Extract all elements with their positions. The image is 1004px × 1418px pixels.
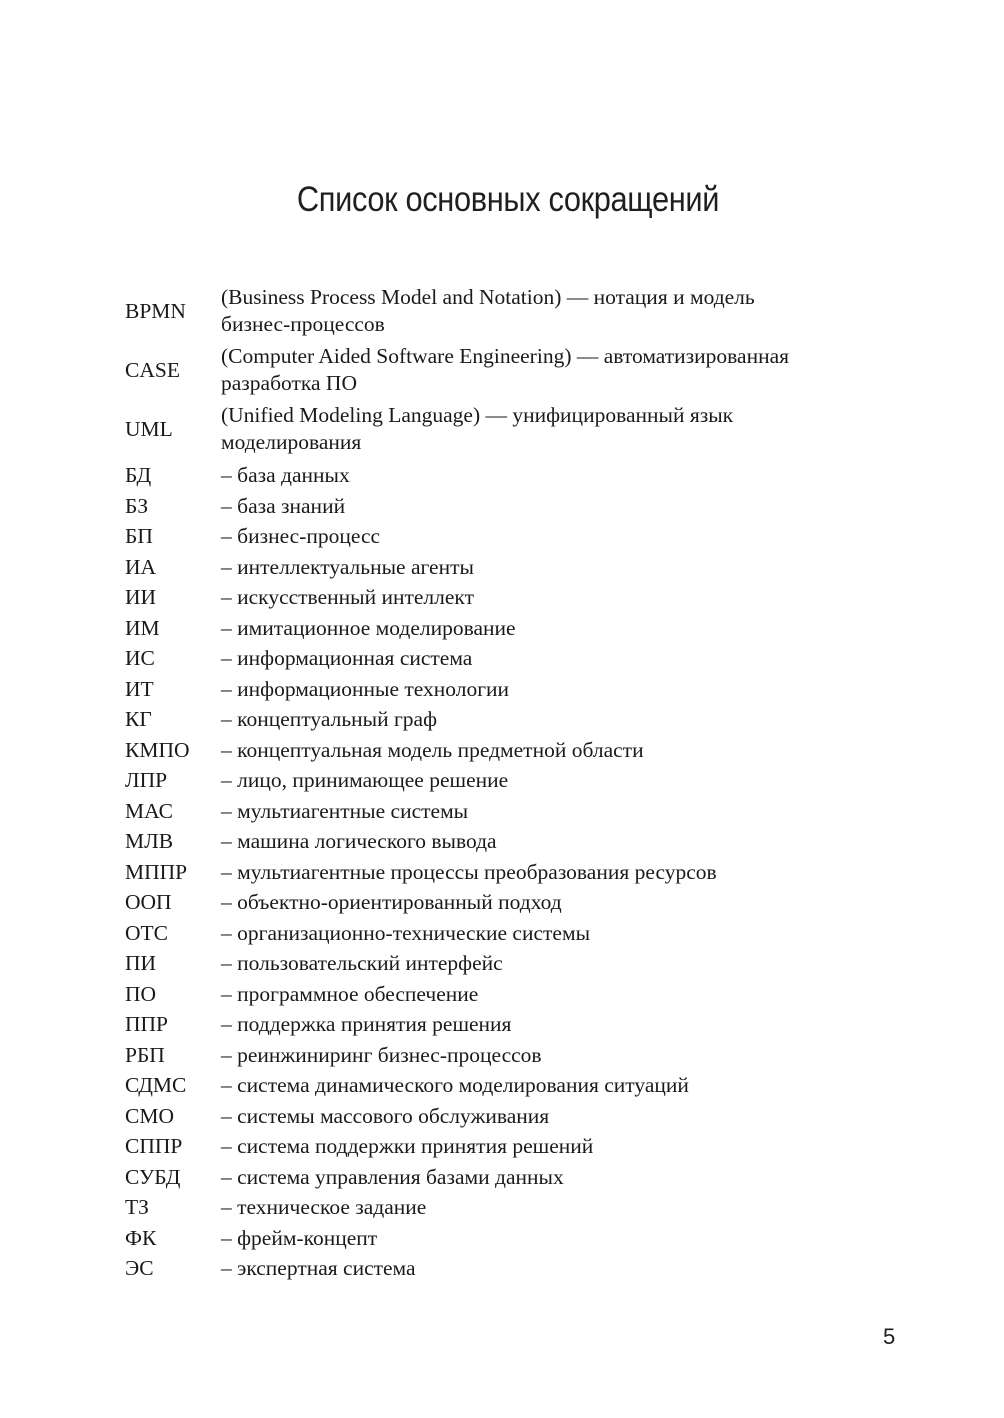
abbreviation-definition: [221, 918, 885, 949]
abbreviation-row: [125, 674, 885, 705]
abbreviation-term: СМО: [125, 1103, 174, 1128]
abbreviation-definition: [221, 1192, 885, 1223]
abbreviation-row: [125, 1101, 885, 1132]
abbreviation-definition: [221, 765, 885, 796]
abbreviation-definition: [221, 796, 885, 827]
abbreviation-definition: [221, 826, 885, 857]
definition-line: (Unified Modeling Language) — унифицированный язык: [221, 403, 734, 427]
abbreviation-definition: [221, 735, 885, 766]
abbreviation-definition: [221, 1253, 885, 1284]
definition-line: – информационная система: [221, 646, 473, 670]
abbreviation-list: [125, 283, 885, 1284]
abbreviation-row: [125, 1253, 885, 1284]
page-title: Список основных сокращений: [296, 180, 720, 219]
abbreviation-term: ФК: [125, 1225, 157, 1250]
definition-line: – мультиагентные системы: [221, 798, 469, 823]
definition-line: – поддержка принятия решения: [221, 1012, 512, 1036]
abbreviation-row: [125, 460, 885, 491]
abbreviation-term: ПО: [125, 981, 157, 1006]
abbreviation-definition: [221, 979, 885, 1010]
definition-line: бизнес-процессов: [221, 312, 385, 336]
abbreviation-term: ЭС: [125, 1256, 154, 1280]
abbreviation-definition: [221, 460, 885, 491]
definition-line: – концептуальная модель предметной области: [221, 737, 644, 762]
definition-line: – система динамического моделирования ситуаций: [221, 1073, 689, 1097]
abbreviation-term: МППР: [125, 859, 188, 884]
abbreviation-term: БД: [125, 463, 152, 487]
abbreviation-term: СУБД: [125, 1164, 181, 1189]
abbreviation-term: ИС: [125, 646, 155, 670]
definition-line: – концептуальный граф: [221, 707, 438, 731]
abbreviation-definition: [221, 552, 885, 583]
definition-line: – объектно-ориентированный подход: [221, 890, 562, 914]
definition-line: – организационно-технические системы: [221, 920, 591, 945]
abbreviation-definition: [221, 582, 885, 613]
definition-line: моделирования: [221, 430, 362, 454]
definition-line: разработка ПО: [221, 371, 357, 395]
abbreviation-definition: [221, 643, 885, 674]
definition-line: – реинжиниринг бизнес-процессов: [221, 1042, 542, 1067]
abbreviation-term: UML: [125, 416, 173, 441]
abbreviation-term: CASE: [125, 357, 180, 382]
abbreviation-row: [125, 521, 885, 552]
definition-line: – система поддержки принятия решений: [221, 1134, 594, 1158]
abbreviation-term: ЛПР: [125, 768, 168, 792]
abbreviation-row: [125, 1131, 885, 1162]
abbreviation-row: [125, 552, 885, 583]
abbreviation-term: ППР: [125, 1012, 169, 1036]
abbreviation-definition: [221, 1162, 885, 1193]
abbreviation-definition: [221, 1070, 885, 1101]
abbreviation-definition: [221, 343, 885, 397]
abbreviation-row: [125, 704, 885, 735]
abbreviation-row: [125, 1192, 885, 1223]
page-number: 5: [883, 1324, 896, 1349]
abbreviation-definition: [221, 857, 885, 888]
abbreviation-term: БП: [125, 524, 153, 548]
abbreviation-definition: [221, 704, 885, 735]
abbreviation-row: [125, 582, 885, 613]
definition-line: – машина логического вывода: [221, 829, 497, 853]
definition-line: (Computer Aided Software Engineering) — автоматизированная: [221, 344, 790, 368]
abbreviation-row: [125, 283, 885, 342]
definition-line: – база знаний: [221, 493, 346, 518]
definition-line: – экспертная система: [221, 1256, 416, 1280]
abbreviation-term: ИИ: [125, 585, 157, 609]
definition-line: – информационные технологии: [221, 676, 510, 701]
abbreviation-row: [125, 826, 885, 857]
abbreviation-term: СДМС: [125, 1073, 187, 1097]
abbreviation-definition: [221, 1223, 885, 1254]
abbreviation-term: ООП: [125, 890, 172, 914]
abbreviation-definition: [221, 887, 885, 918]
abbreviation-term: ТЗ: [125, 1195, 149, 1219]
abbreviation-term: КМПО: [125, 737, 190, 762]
abbreviation-row: [125, 1223, 885, 1254]
definition-line: – искусственный интеллект: [221, 585, 474, 609]
abbreviation-row: [125, 796, 885, 827]
abbreviation-definition: [221, 948, 885, 979]
abbreviation-row: [125, 613, 885, 644]
definition-line: – фрейм-концепт: [221, 1225, 378, 1250]
abbreviation-row: [125, 342, 885, 401]
definition-line: – программное обеспечение: [221, 981, 479, 1006]
definition-line: – мультиагентные процессы преобразования ресурсов: [221, 859, 717, 884]
abbreviation-definition: [221, 1040, 885, 1071]
abbreviation-row: [125, 918, 885, 949]
abbreviation-term: ИМ: [125, 615, 160, 640]
abbreviation-term: КГ: [125, 707, 152, 731]
abbreviation-definition: [221, 521, 885, 552]
abbreviation-row: [125, 1009, 885, 1040]
definition-line: – лицо, принимающее решение: [221, 768, 509, 792]
abbreviation-definition: [221, 1131, 885, 1162]
abbreviation-row: [125, 857, 885, 888]
abbreviation-row: [125, 1162, 885, 1193]
definition-line: – интеллектуальные агенты: [221, 554, 474, 579]
abbreviation-definition: [221, 491, 885, 522]
abbreviation-row: [125, 887, 885, 918]
definition-line: – техническое задание: [221, 1195, 427, 1219]
abbreviation-definition: [221, 674, 885, 705]
abbreviation-term: ИТ: [125, 676, 154, 701]
abbreviation-term: БЗ: [125, 493, 149, 518]
abbreviation-term: ИА: [125, 554, 157, 579]
abbreviation-row: [125, 948, 885, 979]
abbreviation-row: [125, 1070, 885, 1101]
abbreviation-term: ПИ: [125, 951, 157, 975]
abbreviation-row: [125, 765, 885, 796]
abbreviation-row: [125, 401, 885, 460]
definition-line: – бизнес-процесс: [221, 524, 381, 548]
definition-line: – база данных: [221, 463, 350, 487]
definition-line: – пользовательский интерфейс: [221, 951, 503, 975]
abbreviation-row: [125, 491, 885, 522]
abbreviation-term: ОТС: [125, 920, 168, 945]
definition-line: – система управления базами данных: [221, 1164, 564, 1189]
definition-line: (Business Process Model and Notation) — нотация и модель: [221, 285, 755, 309]
abbreviation-term: BPMN: [125, 298, 186, 323]
abbreviation-definition: [221, 613, 885, 644]
abbreviation-definition: [221, 1009, 885, 1040]
abbreviation-definition: [221, 284, 885, 338]
abbreviation-definition: [221, 1101, 885, 1132]
abbreviation-row: [125, 735, 885, 766]
abbreviation-definition: [221, 402, 885, 456]
abbreviation-row: [125, 1040, 885, 1071]
abbreviation-row: [125, 979, 885, 1010]
abbreviation-term: МАС: [125, 798, 173, 823]
definition-line: – системы массового обслуживания: [221, 1103, 550, 1128]
abbreviation-term: РБП: [125, 1042, 165, 1067]
abbreviation-term: СППР: [125, 1134, 183, 1158]
definition-line: – имитационное моделирование: [221, 615, 516, 640]
abbreviation-term: МЛВ: [125, 829, 174, 853]
abbreviation-row: [125, 643, 885, 674]
